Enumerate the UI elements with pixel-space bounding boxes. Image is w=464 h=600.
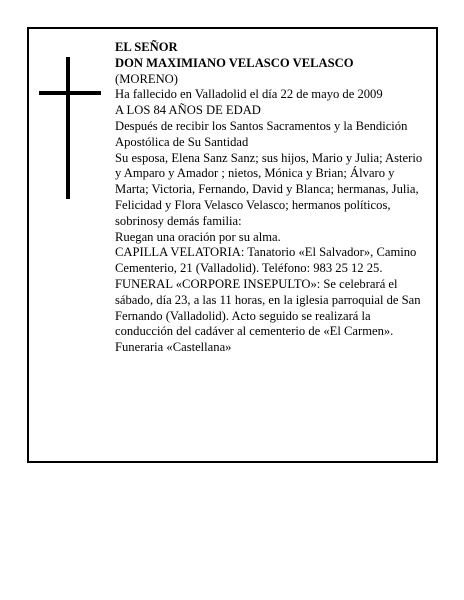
obituary-text (115, 40, 429, 356)
death-statement: Ha fallecido en Valladolid el día 22 de mayo de 2009 (115, 87, 383, 102)
cross-vertical-bar (66, 57, 70, 199)
deceased-nickname: (MORENO) (115, 71, 178, 86)
chapel-info: CAPILLA VELATORIA: Tanatorio «El Salvador», Camino Cementerio, 21 (Valladolid). Teléfono: 983 25 12 25. (115, 245, 417, 276)
age-statement: A LOS 84 AÑOS DE EDAD (115, 103, 261, 118)
obituary-notice (27, 27, 438, 463)
cross-icon (39, 57, 101, 199)
deceased-name: DON MAXIMIANO VELASCO VELASCO (115, 55, 354, 70)
funeral-home: Funeraria «Castellana» (115, 340, 232, 355)
sacraments-statement: Después de recibir los Santos Sacramentos y la Bendición Apostólica de Su Santidad (115, 118, 408, 149)
cross-horizontal-bar (39, 91, 101, 95)
obituary-title: EL SEÑOR (115, 40, 178, 54)
funeral-info: FUNERAL «CORPORE INSEPULTO»: Se celebrará el sábado, día 23, a las 11 horas, en la iglesia parroquial de San Fernando (Valladolid). Acto seguido se realizará la conducción del cadáver al cementerio de «El Carmen». (115, 276, 421, 339)
family-list: Su esposa, Elena Sanz Sanz; sus hijos, Mario y Julia; Asterio y Amparo y Amador ; nietos, Mónica y Brian; Álvaro y Marta; Victoria, Fernando, David y Blanca; hermanas, Julia, Felicidad y Flora Velasco Velasco; hermanos políticos, sobrinosy demás familia: (115, 150, 423, 228)
prayer-request: Ruegan una oración por su alma. (115, 229, 281, 244)
